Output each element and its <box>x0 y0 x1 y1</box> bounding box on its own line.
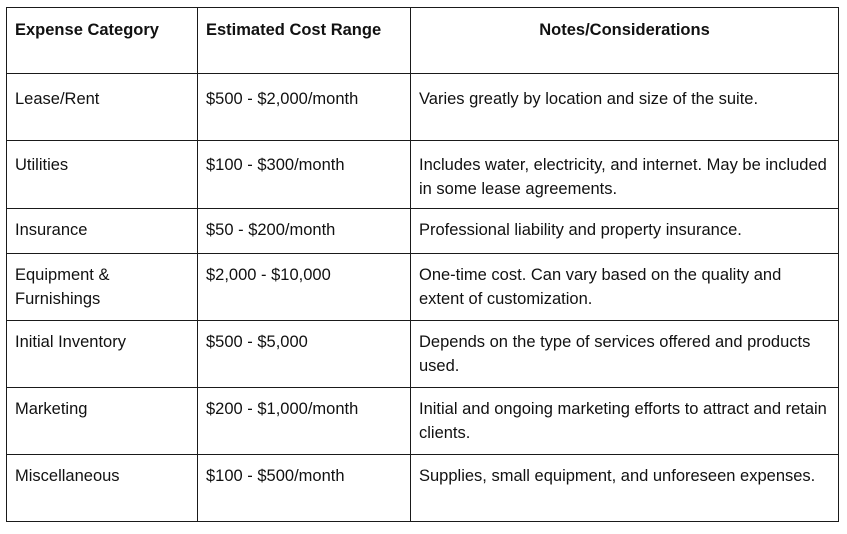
header-expense-category: Expense Category <box>7 8 198 74</box>
cell-notes: One-time cost. Can vary based on the quality and extent of customization. <box>411 254 839 321</box>
cell-notes: Depends on the type of services offered and products used. <box>411 321 839 388</box>
table-row <box>7 321 839 388</box>
header-row <box>7 8 839 74</box>
table-row <box>7 209 839 254</box>
header-estimated-cost-range: Estimated Cost Range <box>198 8 411 74</box>
table-row <box>7 455 839 522</box>
table-row <box>7 74 839 141</box>
cell-category: Marketing <box>7 388 198 455</box>
cell-notes: Includes water, electricity, and internet. May be included in some lease agreements. <box>411 141 839 209</box>
cell-category: Lease/Rent <box>7 74 198 141</box>
table-body <box>7 74 839 522</box>
cell-cost: $100 - $300/month <box>198 141 411 209</box>
table-row <box>7 254 839 321</box>
cell-cost: $50 - $200/month <box>198 209 411 254</box>
cell-category: Utilities <box>7 141 198 209</box>
expense-table <box>6 7 839 522</box>
cell-notes: Initial and ongoing marketing efforts to attract and retain clients. <box>411 388 839 455</box>
cell-category: Insurance <box>7 209 198 254</box>
cell-notes: Supplies, small equipment, and unforeseen expenses. <box>411 455 839 522</box>
cell-notes: Professional liability and property insurance. <box>411 209 839 254</box>
cell-cost: $100 - $500/month <box>198 455 411 522</box>
table-row <box>7 141 839 209</box>
cell-cost: $200 - $1,000/month <box>198 388 411 455</box>
cell-category: Miscellaneous <box>7 455 198 522</box>
table-row <box>7 388 839 455</box>
cell-cost: $500 - $5,000 <box>198 321 411 388</box>
table-header <box>7 8 839 74</box>
cell-category: Initial Inventory <box>7 321 198 388</box>
cell-cost: $500 - $2,000/month <box>198 74 411 141</box>
cell-category: Equipment & Furnishings <box>7 254 198 321</box>
header-notes-considerations: Notes/Considerations <box>411 8 839 74</box>
cell-notes: Varies greatly by location and size of the suite. <box>411 74 839 141</box>
cell-cost: $2,000 - $10,000 <box>198 254 411 321</box>
